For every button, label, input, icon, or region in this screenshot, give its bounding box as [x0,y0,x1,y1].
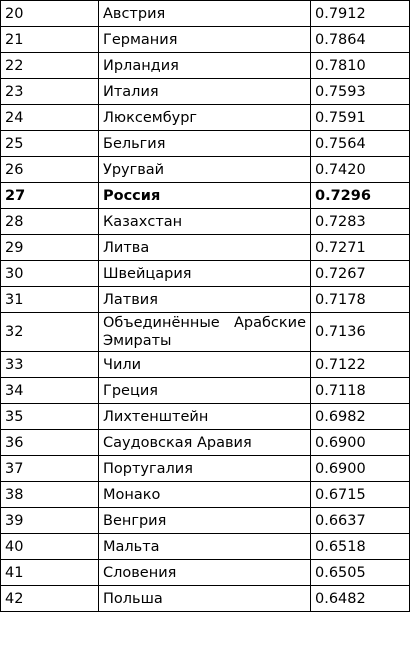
table-row [1,430,410,456]
value-cell: 0.7296 [311,183,410,209]
value-cell: 0.7420 [311,157,410,183]
country-cell: Лихтенштейн [99,404,311,430]
table-row [1,586,410,612]
table-row [1,261,410,287]
table-row [1,508,410,534]
country-cell: Бельгия [99,131,311,157]
value-cell: 0.6900 [311,456,410,482]
value-cell: 0.7591 [311,105,410,131]
rank-cell: 21 [1,27,99,53]
value-cell: 0.6637 [311,508,410,534]
table-row [1,53,410,79]
value-cell: 0.7122 [311,352,410,378]
country-cell: Италия [99,79,311,105]
rank-cell: 33 [1,352,99,378]
table-row [1,131,410,157]
value-cell: 0.6505 [311,560,410,586]
table-row [1,456,410,482]
rank-cell: 22 [1,53,99,79]
rank-cell: 29 [1,235,99,261]
table-row [1,534,410,560]
value-cell: 0.6482 [311,586,410,612]
table-row [1,79,410,105]
country-cell: Словения [99,560,311,586]
rank-cell: 36 [1,430,99,456]
country-cell: Мальта [99,534,311,560]
table-row [1,352,410,378]
table-row [1,313,410,352]
country-cell: Литва [99,235,311,261]
rank-cell: 39 [1,508,99,534]
country-cell: Латвия [99,287,311,313]
value-cell: 0.7564 [311,131,410,157]
country-cell: Португалия [99,456,311,482]
value-cell: 0.7810 [311,53,410,79]
rank-cell: 20 [1,1,99,27]
country-cell: Чили [99,352,311,378]
value-cell: 0.7118 [311,378,410,404]
table-row [1,378,410,404]
rank-cell: 28 [1,209,99,235]
value-cell: 0.7267 [311,261,410,287]
rank-cell: 34 [1,378,99,404]
value-cell: 0.6982 [311,404,410,430]
table-row [1,209,410,235]
rank-cell: 32 [1,313,99,352]
rank-cell: 23 [1,79,99,105]
country-cell: Люксембург [99,105,311,131]
country-cell: Саудовская Аравия [99,430,311,456]
rank-cell: 40 [1,534,99,560]
value-cell: 0.7864 [311,27,410,53]
value-cell: 0.7283 [311,209,410,235]
table-row [1,404,410,430]
table-row [1,105,410,131]
ranking-table-body [1,1,410,612]
rank-cell: 38 [1,482,99,508]
value-cell: 0.7271 [311,235,410,261]
table-row [1,27,410,53]
country-cell: Венгрия [99,508,311,534]
value-cell: 0.7178 [311,287,410,313]
rank-cell: 25 [1,131,99,157]
rank-cell: 37 [1,456,99,482]
rank-cell: 27 [1,183,99,209]
rank-cell: 30 [1,261,99,287]
rank-cell: 26 [1,157,99,183]
country-cell: Германия [99,27,311,53]
value-cell: 0.7593 [311,79,410,105]
country-cell: Россия [99,183,311,209]
rank-cell: 31 [1,287,99,313]
table-row [1,183,410,209]
value-cell: 0.6518 [311,534,410,560]
country-cell: Польша [99,586,311,612]
value-cell: 0.6900 [311,430,410,456]
rank-cell: 24 [1,105,99,131]
table-row [1,482,410,508]
rank-cell: 35 [1,404,99,430]
country-cell: Швейцария [99,261,311,287]
country-cell: Австрия [99,1,311,27]
value-cell: 0.6715 [311,482,410,508]
country-cell: Греция [99,378,311,404]
value-cell: 0.7136 [311,313,410,352]
country-cell: Уругвай [99,157,311,183]
country-cell: Казахстан [99,209,311,235]
table-row [1,1,410,27]
table-row [1,235,410,261]
country-cell: Ирландия [99,53,311,79]
table-row [1,560,410,586]
country-cell: Объединённые Арабские Эмираты [99,313,311,352]
table-row [1,157,410,183]
rank-cell: 42 [1,586,99,612]
rank-cell: 41 [1,560,99,586]
country-cell: Монако [99,482,311,508]
table-row [1,287,410,313]
value-cell: 0.7912 [311,1,410,27]
